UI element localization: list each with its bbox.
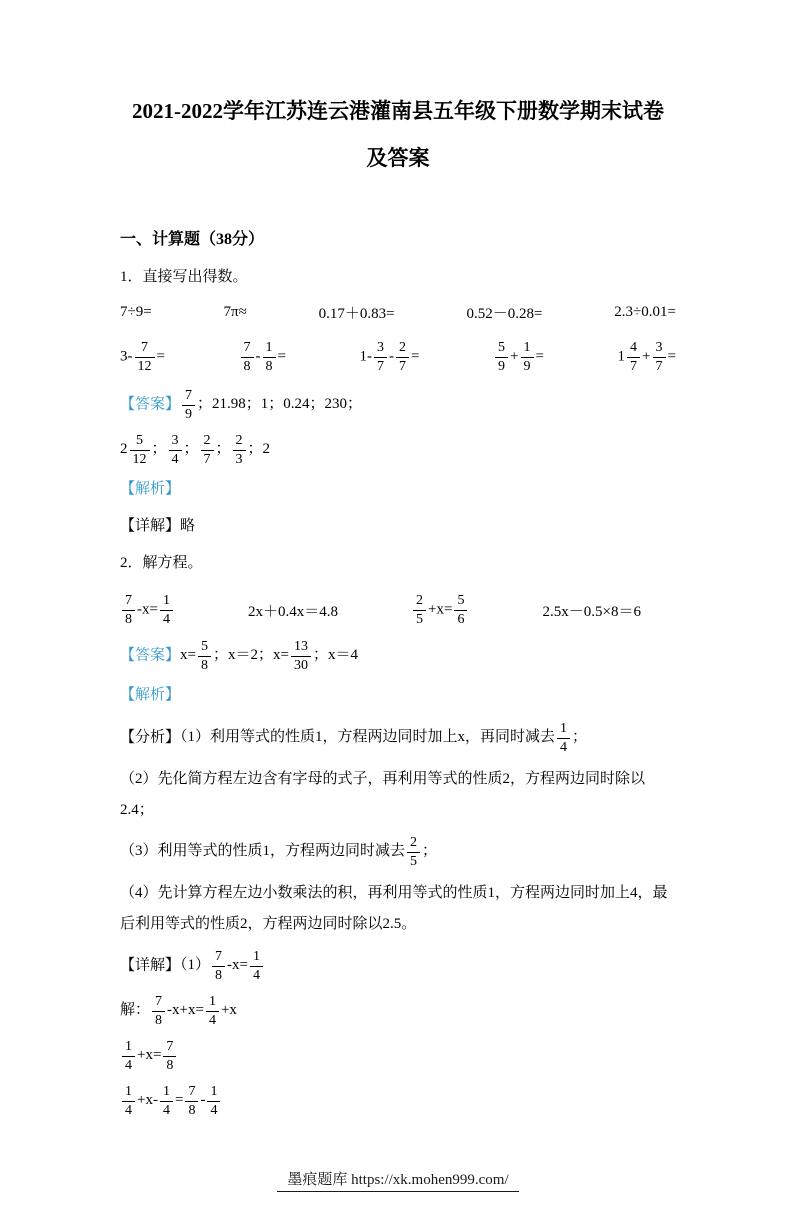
q1-detail-line <box>120 514 676 538</box>
calc-item: 7π≈ <box>223 304 247 320</box>
calc-item: $\frac{5}{9}$ + $\frac{1}{9}$ = <box>493 339 544 375</box>
section-heading: 一、计算题（38分） <box>120 231 265 248</box>
q2-detail-line <box>120 948 676 984</box>
fenxi-text: （1）利用等式的性质1，方程两边同时加上x，再同时减去 $\frac{1}{4}$ ； <box>180 721 588 755</box>
q1-calc-row <box>120 302 676 323</box>
fraction: $\frac{2}{5}$ <box>413 592 426 628</box>
footer-link[interactable]: https://xk.mohen999.com/ <box>351 1172 509 1188</box>
equation-item: 2x＋0.4x＝4.8 <box>248 603 339 620</box>
fraction: $\frac{2}{7}$ <box>396 339 409 375</box>
detail-label: 【详解】 <box>120 518 181 534</box>
fraction: $\frac{7}{8}$ <box>241 339 254 375</box>
calc-item: $\frac{7}{8}$ - $\frac{1}{8}$ = <box>239 339 286 375</box>
fraction: $\frac{5}{12}$ <box>130 432 150 468</box>
q1-answer-line-1 <box>120 387 676 423</box>
q2-fenxi-line-2 <box>120 764 676 826</box>
document-title <box>120 88 676 182</box>
detail-equation: （1） $\frac{7}{8}$ -x= $\frac{1}{4}$ <box>180 957 265 973</box>
fraction: $\frac{1}{4}$ <box>557 720 570 756</box>
analysis-label: 【解析】 <box>120 481 181 497</box>
q1-label: 1．直接写出得数。 <box>120 269 248 285</box>
q1-analysis-label-line <box>120 477 676 501</box>
page-footer <box>120 1128 676 1189</box>
calc-item: 1- $\frac{3}{7}$ - $\frac{2}{7}$ = <box>359 340 420 374</box>
calc-item: 3- $\frac{7}{12}$ = <box>120 340 165 374</box>
detail-text: 略 <box>180 518 196 534</box>
fraction: $\frac{1}{4}$ <box>250 948 263 984</box>
equation-item: $\frac{7}{8}$ -x= $\frac{1}{4}$ <box>120 592 175 628</box>
solution-step: $\frac{1}{4}$ +x- $\frac{1}{4}$ = $\frac{7}{8}$ - $\frac{1}{4}$ <box>120 1092 222 1108</box>
solution-step: 解： $\frac{7}{8}$ -x+x= $\frac{1}{4}$ +x <box>120 994 237 1028</box>
title-line-1: 2021-2022学年江苏连云港灌南县五年级下册数学期末试卷 <box>132 99 664 123</box>
q2-fenxi-line-3 <box>120 834 676 870</box>
q2-equation-row <box>120 592 676 628</box>
fraction: $\frac{5}{9}$ <box>495 339 508 375</box>
fraction: $\frac{7}{12}$ <box>135 339 155 375</box>
fraction: $\frac{1}{4}$ <box>160 592 173 628</box>
calc-item: 0.17＋0.83= <box>318 306 395 322</box>
fraction: $\frac{2}{5}$ <box>407 834 420 870</box>
fraction: $\frac{1}{8}$ <box>263 339 276 375</box>
q1-fraction-row <box>120 339 676 375</box>
fraction: $\frac{7}{8}$ <box>122 592 135 628</box>
fraction: $\frac{1}{4}$ <box>206 993 219 1029</box>
fraction: $\frac{1}{4}$ <box>122 1083 135 1119</box>
answer-values: x= $\frac{5}{8}$ ；x＝2；x= $\frac{13}{30}$ ；x＝4 <box>180 639 358 673</box>
solution-step: $\frac{1}{4}$ +x= $\frac{7}{8}$ <box>120 1047 178 1063</box>
equation-item: $\frac{2}{5}$ +x= $\frac{5}{6}$ <box>411 592 469 628</box>
q2-answer-line <box>120 638 676 674</box>
answer-label: 【答案】 <box>120 396 181 413</box>
fraction: $\frac{7}{8}$ <box>163 1038 176 1074</box>
fraction: $\frac{1}{4}$ <box>160 1083 173 1119</box>
q2-fenxi-line-1 <box>120 720 676 756</box>
calc-item: 7÷9= <box>120 304 152 320</box>
equation-item: 2.5x－0.5×8＝6 <box>542 603 641 620</box>
fraction: $\frac{13}{30}$ <box>291 638 311 674</box>
q2-analysis-label-line <box>120 683 676 707</box>
fraction: $\frac{3}{7}$ <box>653 339 666 375</box>
fraction: $\frac{1}{4}$ <box>207 1083 220 1119</box>
fenxi-text: （2）先化简方程左边含有字母的式子，再利用等式的性质2，方程两边同时除以2.4； <box>120 771 646 818</box>
fenxi-text: （4）先计算方程左边小数乘法的积，再利用等式的性质1，方程两边同时加上4，最后利用等式的性质2，方程两边同时除以2.5。 <box>120 885 668 932</box>
q2-solution-step-3 <box>120 1083 676 1119</box>
calc-item: 1 $\frac{4}{7}$ + $\frac{3}{7}$ = <box>617 340 676 374</box>
fraction: $\frac{5}{6}$ <box>454 592 467 628</box>
q2-solution-step-1 <box>120 993 676 1029</box>
answer-values: 2 $\frac{5}{12}$ ； $\frac{3}{4}$ ； $\frac{2}{7}$ ； $\frac{2}{3}$ ；2 <box>120 433 271 467</box>
q2-label: 2．解方程。 <box>120 555 203 571</box>
fraction: $\frac{7}{8}$ <box>152 993 165 1029</box>
answer-values: $\frac{7}{9}$ ；21.98；1；0.24；230； <box>180 396 362 412</box>
fraction: $\frac{1}{4}$ <box>122 1038 135 1074</box>
answer-label: 【答案】 <box>120 647 181 664</box>
fraction: $\frac{3}{7}$ <box>374 339 387 375</box>
fraction: $\frac{7}{8}$ <box>185 1083 198 1119</box>
footer-text <box>277 1172 518 1192</box>
calc-item: 2.3÷0.01= <box>614 304 676 320</box>
title-line-2: 及答案 <box>366 146 430 170</box>
fenxi-text: （3）利用等式的性质1，方程两边同时减去 $\frac{2}{5}$ ； <box>120 835 438 869</box>
fraction: $\frac{7}{8}$ <box>212 948 225 984</box>
fraction: $\frac{1}{9}$ <box>521 339 534 375</box>
fraction: $\frac{5}{8}$ <box>198 638 211 674</box>
calc-item: 0.52－0.28= <box>466 306 543 322</box>
detail-label: 【详解】 <box>120 957 181 974</box>
fraction: $\frac{3}{4}$ <box>169 432 182 468</box>
analysis-label: 【解析】 <box>120 687 181 703</box>
fraction: $\frac{4}{7}$ <box>627 339 640 375</box>
fenxi-label: 【分析】 <box>120 729 181 746</box>
q2-solution-step-2 <box>120 1038 676 1074</box>
q2-fenxi-line-4 <box>120 878 676 940</box>
fraction: $\frac{2}{7}$ <box>201 432 214 468</box>
footer-site-name: 墨痕题库 <box>287 1172 348 1188</box>
q1-answer-line-2 <box>120 432 676 468</box>
fraction: $\frac{2}{3}$ <box>233 432 246 468</box>
fraction: $\frac{7}{9}$ <box>182 387 195 423</box>
